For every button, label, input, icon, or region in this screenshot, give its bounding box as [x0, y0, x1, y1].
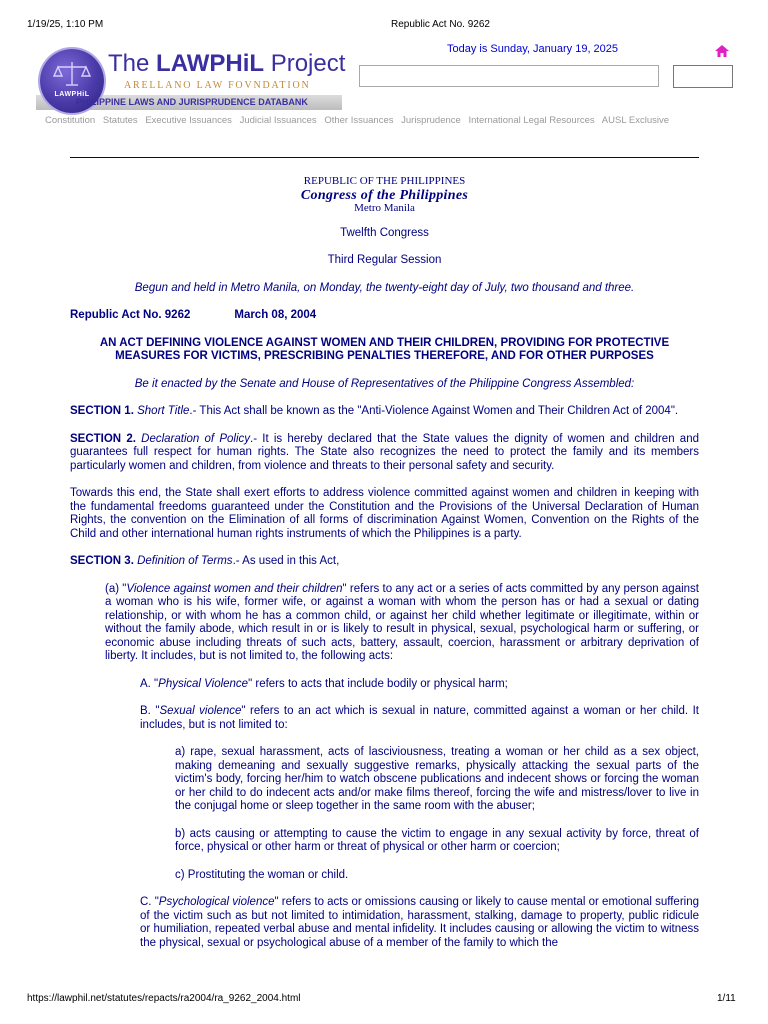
act-number: Republic Act No. 9262	[70, 309, 191, 321]
section-1: SECTION 1. Short Title.- This Act shall be known as the "Anti-Violence Against Women and Their Children Act of 2004".	[70, 405, 679, 417]
section-3: SECTION 3. Definition of Terms.- As used in this Act,	[70, 555, 340, 567]
nav-judicial-issuances[interactable]: Judicial Issuances	[239, 115, 317, 126]
section-3-B-c: c) Prostituting the woman or child.	[175, 868, 349, 881]
act-title: AN ACT DEFINING VIOLENCE AGAINST WOMEN AND THEIR CHILDREN, PROVIDING FOR PROTECTIVE MEASURES FOR VICTIMS, PRESCRIBING PENALTIES THEREFORE, AND FOR OTHER PURPOSES	[99, 336, 670, 362]
nav-executive-issuances[interactable]: Executive Issuances	[145, 115, 232, 126]
section-2-paragraph-2: Towards this end, the State shall exert efforts to address violence committed against women and children in keeping with the fundamental freedoms guaranteed under the Constitution and the Provisions of the Universal Declaration of Human Rights, the convention on the Elimination of all forms of discrimination Against Women, Convention on the Rights of the Child and other international human rights instruments of which the Philippines is a party.	[70, 487, 699, 540]
search-button[interactable]	[673, 65, 733, 88]
today-date: Today is Sunday, January 19, 2025	[447, 43, 619, 55]
document-body	[70, 175, 699, 950]
act-number-line	[70, 309, 699, 323]
search-input[interactable]	[359, 65, 659, 87]
section-3-A: A. "Physical Violence" refers to acts that include bodily or physical harm;	[140, 677, 508, 690]
print-page-number: 1/11	[717, 993, 736, 1004]
section-3-a: (a) "Violence against women and their children" refers to any act or a series of acts committed by any person against a woman who is his wife, former wife, or against a woman with whom the person has or had a sexual or dating relationship, or with whom he has a common child, or against her child whether legitimate or illegitimate, within or without the family abode, which result in or is likely to result in physical, sexual, psychological harm or suffering, or economic abuse including threats of such acts, battery, assault, coercion, harassment or arbitrary deprivation of liberty. It includes, but is not limited to, the following acts:	[105, 582, 699, 662]
print-title: Republic Act No. 9262	[391, 19, 490, 30]
section-3-B: B. "Sexual violence" refers to an act which is sexual in nature, committed against a woman or her child. It includes, but is not limited to:	[140, 705, 699, 731]
session: Third Regular Session	[327, 254, 442, 266]
section-2: SECTION 2. Declaration of Policy.- It is hereby declared that the State values the dignity of women and children and guarantees full respect for human rights. The State also recognizes the need to protect the family and its members particularly women and children, from violence and threats to their personal safety and security.	[70, 432, 699, 472]
divider	[70, 157, 699, 158]
print-datetime: 1/19/25, 1:10 PM	[27, 19, 104, 30]
section-3-C: C. "Psychological violence" refers to acts or omissions causing or likely to cause mental or emotional suffering of the victim such as but not limited to intimidation, harassment, stalking, damage to property, public ridicule or humiliation, repeated verbal abuse and mental infidelity. It includes causing or allowing the victim to witness the physical, sexual or psychological abuse of a member of the family to which the	[140, 896, 700, 949]
site-logo[interactable]	[36, 44, 366, 114]
logo-title: The LAWPHiL Project	[108, 50, 346, 77]
logo-subtitle: ARELLANO LAW FOVNDATION	[124, 80, 311, 91]
main-nav	[45, 115, 674, 126]
congress-heading: Congress of the Philippines	[300, 187, 469, 203]
nav-international-legal-resources[interactable]: International Legal Resources	[468, 115, 595, 126]
congress-number: Twelfth Congress	[340, 226, 429, 239]
begun-statement: Begun and held in Metro Manila, on Monday, the twenty-eight day of July, two thousand and three.	[134, 281, 635, 294]
metro-heading: Metro Manila	[354, 202, 415, 214]
republic-heading: REPUBLIC OF THE PHILIPPINES	[303, 175, 466, 187]
nav-ausl-exclusive[interactable]: AUSL Exclusive	[601, 115, 670, 126]
nav-statutes[interactable]: Statutes	[102, 115, 138, 126]
enacting-clause: Be it enacted by the Senate and House of Representatives of the Philippine Congress Assembled:	[134, 377, 635, 390]
nav-other-issuances[interactable]: Other Issuances	[324, 115, 394, 126]
print-url[interactable]: https://lawphil.net/statutes/repacts/ra2004/ra_9262_2004.html	[27, 993, 301, 1004]
section-3-B-a: a) rape, sexual harassment, acts of lasciviousness, treating a woman or her child as a sex object, making demeaning and sexually suggestive remarks, physically attacking the sexual parts of the victim's body, forcing her/him to watch obscene publications and indecent shows or forcing the woman or her child to do indecent acts and/or make films thereof, forcing the wife and mistress/lover to live in the conjugal home or sleep together in the same room with the abuser;	[175, 746, 699, 812]
section-3-B-b: b) acts causing or attempting to cause the victim to engage in any sexual activity by force, threat of force, physical or other harm or threat of physical or other harm or coercion;	[175, 827, 699, 853]
nav-constitution[interactable]: Constitution	[45, 115, 96, 126]
act-date: March 08, 2004	[234, 309, 317, 321]
nav-jurisprudence[interactable]: Jurisprudence	[401, 115, 461, 126]
logo-band-label: PHILIPPINE LAWS AND JURISPRUDENCE DATABANK	[76, 97, 308, 107]
logo-circle-label: LAWPHiL	[54, 91, 90, 98]
home-icon[interactable]	[714, 44, 730, 58]
scales-of-justice-icon	[52, 59, 92, 89]
